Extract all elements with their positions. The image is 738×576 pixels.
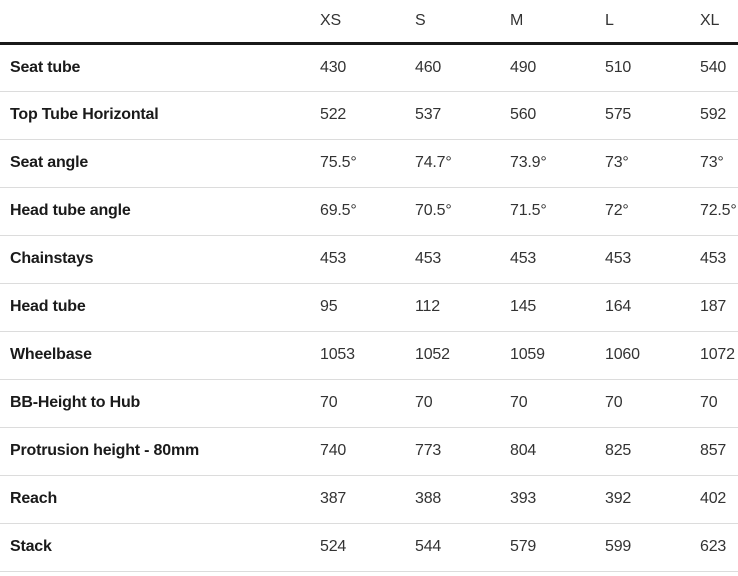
- cell-value: 402: [700, 490, 727, 507]
- row-label: Wheelbase: [10, 346, 92, 363]
- cell-value: 164: [605, 298, 632, 315]
- table-row: [0, 43, 738, 91]
- cell-value: 73°: [605, 154, 629, 171]
- cell-value: 524: [320, 538, 347, 555]
- cell-value: 72°: [605, 202, 629, 219]
- cell-value: 773: [415, 442, 442, 459]
- cell-value: 592: [700, 106, 727, 123]
- table-row: [0, 235, 738, 283]
- geometry-table-header: [0, 0, 738, 43]
- cell-value: 187: [700, 298, 727, 315]
- header-size-xs: XS: [320, 11, 341, 29]
- cell-value: 453: [415, 250, 442, 267]
- cell-value: 73.9°: [510, 154, 547, 171]
- row-label: Top Tube Horizontal: [10, 106, 159, 123]
- cell-value: 825: [605, 442, 632, 459]
- row-label: BB-Height to Hub: [10, 394, 141, 411]
- cell-value: 510: [605, 58, 632, 76]
- cell-value: 112: [415, 298, 440, 315]
- cell-value: 857: [700, 442, 727, 459]
- cell-value: 430: [320, 58, 347, 76]
- cell-value: 1052: [415, 346, 450, 363]
- row-label: Chainstays: [10, 250, 94, 267]
- cell-value: 70: [700, 394, 718, 411]
- header-row: [0, 0, 738, 43]
- header-size-m: M: [510, 11, 524, 29]
- table-row: [0, 331, 738, 379]
- cell-value: 1072: [700, 346, 735, 363]
- cell-value: 1060: [605, 346, 640, 363]
- cell-value: 72.5°: [700, 202, 737, 219]
- cell-value: 73°: [700, 154, 724, 171]
- cell-value: 537: [415, 106, 442, 123]
- cell-value: 490: [510, 58, 537, 76]
- cell-value: 387: [320, 490, 347, 507]
- cell-value: 453: [510, 250, 537, 267]
- cell-value: 804: [510, 442, 537, 459]
- row-label: Reach: [10, 490, 58, 507]
- row-label: Seat tube: [10, 58, 81, 76]
- header-size-xl: XL: [700, 11, 720, 29]
- cell-value: 544: [415, 538, 442, 555]
- cell-value: 70: [510, 394, 528, 411]
- table-row: [0, 475, 738, 523]
- cell-value: 393: [510, 490, 537, 507]
- cell-value: 70: [415, 394, 433, 411]
- row-label: Head tube: [10, 298, 86, 315]
- cell-value: 740: [320, 442, 347, 459]
- row-label: Seat angle: [10, 154, 89, 171]
- cell-value: 623: [700, 538, 727, 555]
- table-row: [0, 91, 738, 139]
- table-row: [0, 187, 738, 235]
- header-size-s: S: [415, 11, 426, 29]
- cell-value: 540: [700, 58, 727, 76]
- geometry-table-body: [0, 43, 738, 571]
- row-label: Protrusion height - 80mm: [10, 442, 199, 459]
- cell-value: 70.5°: [415, 202, 452, 219]
- cell-value: 70: [605, 394, 623, 411]
- cell-value: 388: [415, 490, 442, 507]
- header-size-l: L: [605, 11, 614, 29]
- table-row: [0, 283, 738, 331]
- cell-value: 522: [320, 106, 347, 123]
- cell-value: 460: [415, 58, 442, 76]
- cell-value: 560: [510, 106, 537, 123]
- cell-value: 70: [320, 394, 338, 411]
- cell-value: 599: [605, 538, 632, 555]
- cell-value: 453: [700, 250, 727, 267]
- cell-value: 74.7°: [415, 154, 452, 171]
- cell-value: 145: [510, 298, 537, 315]
- cell-value: 579: [510, 538, 537, 555]
- cell-value: 453: [320, 250, 347, 267]
- cell-value: 453: [605, 250, 632, 267]
- row-label: Head tube angle: [10, 202, 131, 219]
- cell-value: 75.5°: [320, 154, 357, 171]
- cell-value: 1053: [320, 346, 355, 363]
- cell-value: 392: [605, 490, 632, 507]
- cell-value: 575: [605, 106, 632, 123]
- table-row: [0, 139, 738, 187]
- header-corner-cell: [0, 0, 320, 43]
- cell-value: 1059: [510, 346, 545, 363]
- row-label: Stack: [10, 538, 52, 555]
- table-row: [0, 523, 738, 571]
- table-row: [0, 427, 738, 475]
- cell-value: 71.5°: [510, 202, 547, 219]
- cell-value: 69.5°: [320, 202, 357, 219]
- cell-value: 95: [320, 298, 338, 315]
- table-row: [0, 379, 738, 427]
